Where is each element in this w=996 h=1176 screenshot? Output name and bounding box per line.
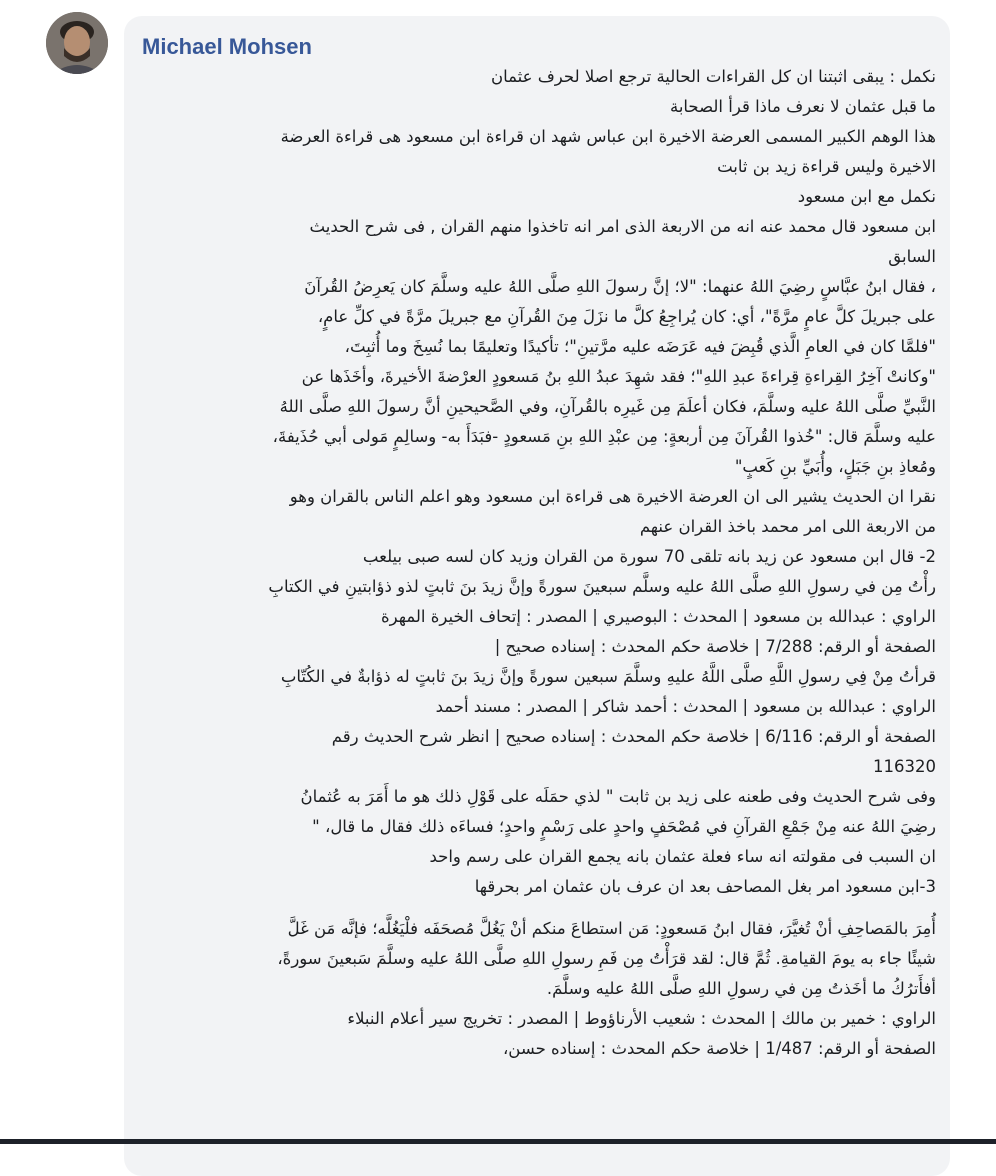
comment-line: الاخيرة وليس قراءة زيد بن ثابت	[717, 157, 936, 176]
comment-line: نقرا ان الحديث يشير الى ان العرضة الاخيرة هى قراءة ابن مسعود وهو اعلم الناس بالقران وهو	[289, 487, 936, 506]
comment-line: الراوي : عبدالله بن مسعود | المحدث : أحمد شاكر | المصدر : مسند أحمد	[435, 697, 936, 716]
comment-line: الصفحة أو الرقم: 6/116 | خلاصة حكم المحدث : إسناده صحيح | انظر شرح الحديث رقم	[331, 727, 936, 746]
comment-line: 116320	[873, 757, 936, 776]
avatar-photo	[46, 12, 108, 74]
comment-line: السابق	[888, 247, 936, 266]
comment-line: الراوي : عبدالله بن مسعود | المحدث : البوصيري | المصدر : إتحاف الخيرة المهرة	[380, 607, 936, 626]
comment-line: رأْتُ مِن في رسولِ اللهِ صلَّى اللهُ عليه وسلَّم سبعينَ سورةً وإنَّ زيدَ بنَ ثابتٍ لذو ذؤابتينِ في الكتابِ	[268, 577, 936, 596]
comment-line: ان السبب فى مقولته انه ساء فعلة عثمان بانه يجمع القران على رسم واحد	[429, 847, 936, 866]
comment-line: عليه وسلَّمَ قال: "خُذوا القُرآنَ مِن أربعةٍ: مِن عبْدِ اللهِ بنِ مَسعودٍ -فبَدَأَ به- وسالِمٍ مَولى أبي حُذَيفةَ،	[272, 427, 936, 446]
comment-line: أُمِرَ بالمَصاحِفِ أنْ تُغيَّرَ، فقال ابنُ مَسعودٍ: مَن استطاعَ منكم أنْ يَغُلَّ مُصحَفَه فلْيَغُلَّه؛ فإنَّه مَن غَلَّ	[287, 919, 936, 938]
comment-line: "وكانتْ آخِرُ القِراءةِ قِراءةَ عبدِ اللهِ"؛ فقد شهِدَ عبدُ اللهِ بنُ مَسعودٍ العرْضةَ الأخيرةَ، وأخَذَها عن	[301, 367, 936, 386]
comment-line: ، فقال ابنُ عبَّاسٍ رضِيَ اللهُ عنهما: "لا؛ إنَّ رسولَ اللهِ صلَّى اللهُ عليه وسلَّمَ كان يَعرِضُ القُرآنَ	[304, 277, 936, 296]
comment-line: نكمل : يبقى اثبتنا ان كل القراءات الحالية ترجع اصلا لحرف عثمان	[490, 67, 936, 86]
comment-line: الراوي : خمير بن مالك | المحدث : شعيب الأرناؤوط | المصدر : تخريج سير أعلام النبلاء	[347, 1009, 936, 1028]
comment-line: هذا الوهم الكبير المسمى العرضة الاخيرة ابن عباس شهد ان قراءة ابن مسعود هى قراءة العرضة	[280, 127, 936, 146]
comment-line: 3-ابن مسعود امر بغل المصاحف بعد ان عرف بان عثمان امر بحرقها	[474, 877, 936, 896]
comment-line: ابن مسعود قال محمد عنه انه من الاربعة الذى امر انه تاخذوا منهم القران , فى شرح الحديث	[309, 217, 936, 236]
comment-line: النَّبيِّ صلَّى اللهُ عليه وسلَّمَ، فكان أعلَمَ مِن غَيرِه بالقُرآنِ، وفي الصَّحيحينِ أنَّ رسولَ اللهِ صلَّى اللهُ	[279, 397, 936, 416]
comment-line: وفى شرح الحديث وفى طعنه على زيد بن ثابت " لذي حمَلَه على قَوْلِ ذلك هو ما أَمَرَ به عُثمانُ	[300, 787, 936, 806]
comment-line: أفأَترُكُ ما أخَذتُ مِن في رسولِ اللهِ صلَّى اللهُ عليه وسلَّمَ.	[546, 979, 936, 998]
comment-line: "فلمَّا كان في العامِ الَّذي قُبِضَ فيه عَرَضَه عليه مرَّتينِ"؛ تأكيدًا وتعليمًا بما نُسِخَ وما أُثبِتَ،	[344, 337, 936, 356]
author-name[interactable]: Michael Mohsen	[142, 34, 312, 59]
comment-line: ومُعاذِ بنِ جَبَلٍ، وأُبَيِّ بنِ كَعبٍ"	[734, 457, 936, 476]
comment-line: رضِيَ اللهُ عنه مِنْ جَمْعِ القرآنِ في مُصْحَفٍ واحدٍ على رَسْمٍ واحدٍ؛ فساءَه ذلك فقال ما قال، "	[312, 817, 936, 836]
comment-line: على جبريلَ كلَّ عامٍ مرَّةً"، أي: كان يُراجِعُ كلَّ ما نزَلَ مِنَ القُرآنِ مع جبريلَ مرَّةً في كلِّ عامٍ،	[317, 307, 936, 326]
comment-line: من الاربعة اللى امر محمد باخذ القران عنهم	[639, 517, 936, 536]
comment-line	[136, 902, 936, 914]
comment-line: قرأتُ مِنْ فِي رسولِ اللَّهِ صلَّى اللَّهُ عليهِ وسلَّمَ سبعين سورةً وإنَّ زيدَ بنَ ثابتٍ له ذؤابةٌ في الكُتّابِ	[280, 667, 936, 686]
bottom-divider	[0, 1139, 996, 1144]
comment-text	[136, 62, 936, 1064]
comment-line: شيئًا جاء به يومَ القيامةِ. ثُمَّ قال: لقد قرَأْتُ مِن فَمِ رسولِ اللهِ صلَّى اللهُ عليه وسلَّمَ سَبعينَ سورةً،	[277, 949, 936, 968]
comment-line: ما قبل عثمان لا نعرف ماذا قرأ الصحابة	[669, 97, 936, 116]
comment-line: نكمل مع ابن مسعود	[797, 187, 936, 206]
comment-line: الصفحة أو الرقم: 7/288 | خلاصة حكم المحدث : إسناده صحيح |	[494, 637, 936, 656]
avatar[interactable]	[46, 12, 108, 74]
comment-line: 2- قال ابن مسعود عن زيد بانه تلقى 70 سورة من القران وزيد كان لسه صبى بيلعب	[362, 547, 936, 566]
comment-line: الصفحة أو الرقم: 1/487 | خلاصة حكم المحدث : إسناده حسن،	[502, 1039, 936, 1058]
